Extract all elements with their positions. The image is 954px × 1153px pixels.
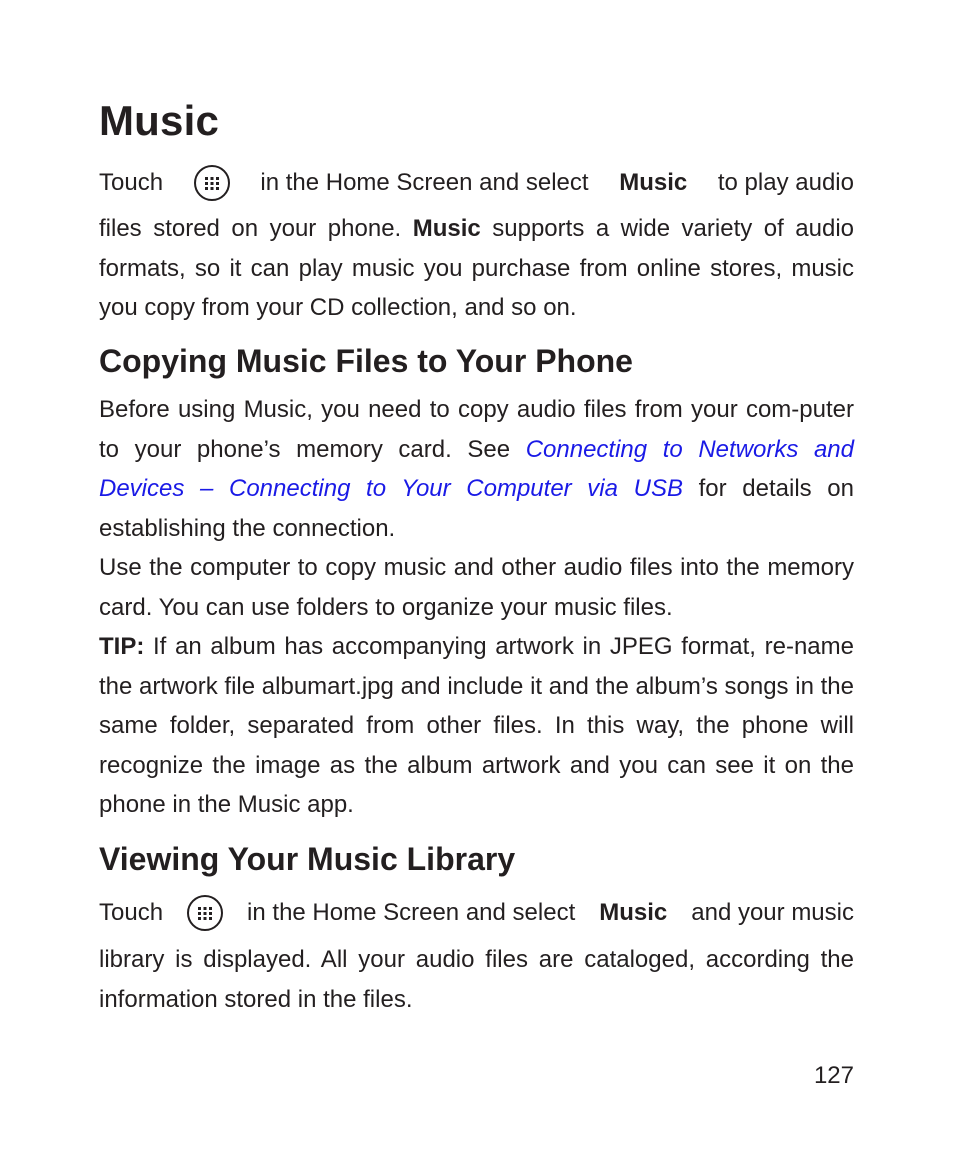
copying-paragraph-2: Use the computer to copy music and other audio files into the memory card. You can use folders to organize your music files. (99, 554, 854, 621)
copying-paragraph-1 (99, 390, 854, 548)
connecting-networks-link[interactable]: Connecting to Networks and Devices – Connecting to Your Computer via USB (99, 435, 855, 502)
viewing-music-bold: Music (599, 899, 668, 926)
intro-music-bold: Music (619, 169, 688, 196)
viewing-after-icon: in the Home Screen and select (247, 899, 576, 926)
apps-launcher-icon (187, 895, 223, 931)
section-heading-copying: Copying Music Files to Your Phone (99, 343, 633, 379)
intro-line2-a: files stored on your phone. (99, 215, 402, 242)
page-number: 127 (813, 1062, 854, 1089)
tip-text: If an album has accompanying artwork in JPEG format, re-name the artwork file albumart.jpg and include it and the album’s songs in the same folder, separated from other files. In this way, the phone will recognize the image as the album artwork and you can see it on the phone in the Music app. (99, 633, 854, 818)
apps-launcher-icon (194, 165, 230, 201)
tip-paragraph (99, 627, 854, 825)
copying-p1-b: for details on establishing the connection. (99, 475, 855, 542)
tip-label: TIP: (99, 633, 145, 660)
copying-p1-a: Before using Music, you need to copy audio files from your com-puter to your phone’s memory card. See (99, 396, 854, 463)
intro-paragraph (99, 209, 854, 328)
intro-line2-b: supports a wide variety of audio formats, so it can play music you purchase from online stores, music you copy from your CD collection, and so on. (99, 215, 855, 321)
intro-end-first-line: to play audio (717, 169, 854, 196)
section-heading-viewing: Viewing Your Music Library (99, 841, 516, 877)
viewing-end-first-line: and your music (691, 899, 854, 926)
intro-touch: Touch (99, 169, 164, 196)
intro-line2-bold: Music (412, 215, 481, 242)
intro-after-icon: in the Home Screen and select (260, 169, 589, 196)
viewing-first-line (99, 893, 854, 933)
intro-first-line (99, 163, 854, 203)
viewing-paragraph: library is displayed. All your audio files are cataloged, according the information stored in the files. (99, 946, 854, 1013)
viewing-touch: Touch (99, 899, 164, 926)
page-title: Music (99, 97, 220, 144)
